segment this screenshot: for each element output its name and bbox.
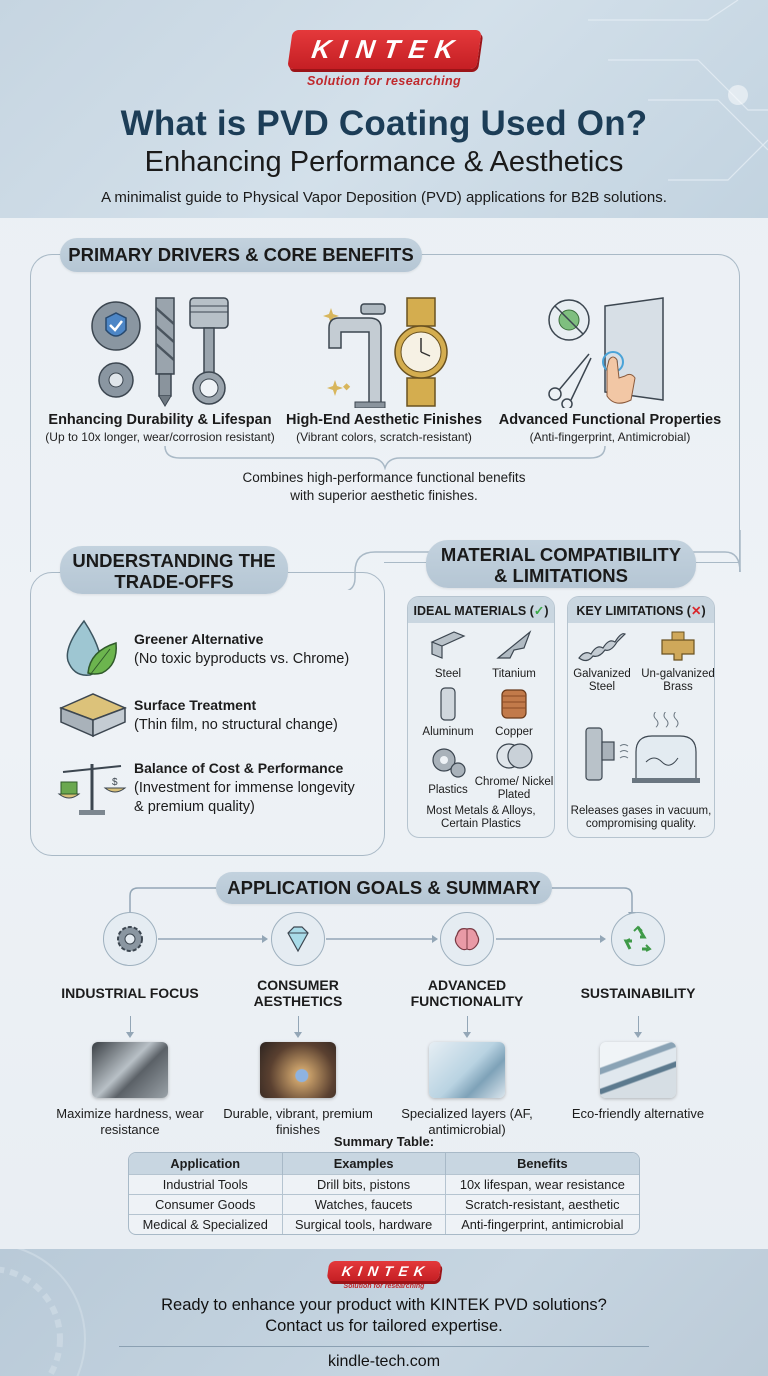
footer-kintek-logo[interactable] xyxy=(328,1261,440,1290)
logo-wordmark: KINTEK xyxy=(287,30,481,69)
table-row: Industrial Tools Drill bits, pistons 10x lifespan, wear resistance xyxy=(129,1175,639,1195)
header-banner xyxy=(0,0,768,218)
benefit-description: (Vibrant colors, scratch-resistant) xyxy=(296,430,472,444)
chrome-discs-icon xyxy=(494,740,534,772)
table-header: Examples xyxy=(282,1153,445,1175)
tradeoffs-heading: UNDERSTANDING THE TRADE-OFFS xyxy=(60,546,288,594)
jewelry-photo xyxy=(260,1042,336,1098)
circuit-lines-decoration xyxy=(468,0,768,218)
touch-panel-icon xyxy=(603,298,663,403)
cross-icon: ✕ xyxy=(690,604,702,618)
table-row: Medical & Specialized Surgical tools, hardware Anti-fingerprint, antimicrobial xyxy=(129,1215,639,1235)
table-row: Consumer Goods Watches, faucets Scratch-resistant, aesthetic xyxy=(129,1195,639,1215)
kintek-logo[interactable] xyxy=(290,30,479,88)
key-limitations-heading: KEY LIMITATIONS (✕) xyxy=(568,597,714,623)
goal-advanced: ADVANCED FUNCTIONALITY Specialized layers (AF, antimicrobial) xyxy=(387,912,547,1139)
website-link[interactable]: kindle-tech.com xyxy=(327,1352,441,1370)
ideal-materials-summary: Most Metals & Alloys, Certain Plastics xyxy=(426,805,536,831)
table-header: Benefits xyxy=(445,1153,639,1175)
page-tagline: A minimalist guide to Physical Vapor Deposition (PVD) applications for B2B solutions. xyxy=(101,189,667,206)
gear-icon xyxy=(114,923,146,955)
coating-layers-photo xyxy=(600,1042,676,1098)
layered-block-icon xyxy=(57,690,127,740)
ideal-materials-heading: IDEAL MATERIALS (✓) xyxy=(408,597,554,623)
limitation-galvanized-steel: Galvanized Steel xyxy=(564,628,640,695)
gear-shield-icon xyxy=(86,298,146,408)
corrugated-sheet-icon xyxy=(577,628,627,664)
bracket-connector xyxy=(160,444,610,470)
material-chrome-nickel: Chrome/ Nickel Plated xyxy=(474,740,554,803)
drill-bit-photo xyxy=(92,1042,168,1098)
balance-scale-icon xyxy=(57,758,127,818)
steel-beam-icon xyxy=(428,628,468,664)
page-subtitle: Enhancing Performance & Aesthetics xyxy=(144,146,624,178)
primary-section-heading: PRIMARY DRIVERS & CORE BENEFITS xyxy=(60,238,422,272)
limitation-ungalvanized-brass: Un-galvanized Brass xyxy=(640,628,716,695)
benefit-description: (Up to 10x longer, wear/corrosion resistant) xyxy=(45,430,275,444)
material-titanium: Titanium xyxy=(474,628,554,681)
diamond-icon xyxy=(282,923,314,955)
materials-heading: MATERIAL COMPATIBILITY & LIMITATIONS xyxy=(426,540,696,588)
tradeoff-cost: $ Balance of Cost & Performance (Investment for immense longevity & premium quality) xyxy=(52,758,355,818)
benefit-title: High-End Aesthetic Finishes xyxy=(285,412,483,428)
footer-divider xyxy=(119,1346,649,1347)
material-steel: Steel xyxy=(408,628,488,681)
piston-icon xyxy=(184,296,234,408)
outgassing-illustration xyxy=(580,712,704,788)
gold-watch-icon xyxy=(393,296,449,408)
tradeoff-surface xyxy=(52,690,338,740)
logo-wordmark: KINTEK xyxy=(327,1261,442,1281)
tradeoff-title: Surface Treatment xyxy=(134,696,257,713)
combined-benefit-note: Combines high-performance functional benefits with superior aesthetic finishes. xyxy=(242,470,526,504)
benefit-functional xyxy=(492,288,728,444)
surgical-tools-photo xyxy=(429,1042,505,1098)
tradeoff-description: (No toxic byproducts vs. Chrome) xyxy=(134,650,350,667)
svg-text:$: $ xyxy=(112,777,118,788)
limitations-summary: Releases gases in vacuum, compromising quality. xyxy=(570,805,712,831)
no-bacteria-icon xyxy=(549,300,589,340)
benefit-aesthetics xyxy=(276,288,492,444)
summary-table xyxy=(128,1152,640,1235)
goal-consumer: CONSUMER AESTHETICS Durable, vibrant, premium finishes xyxy=(218,912,378,1139)
can-icon xyxy=(428,686,468,722)
footer xyxy=(0,1249,768,1376)
functional-icons xyxy=(545,296,675,408)
recycle-icon xyxy=(622,923,654,955)
faucet-icon xyxy=(319,298,389,408)
tradeoff-title: Greener Alternative xyxy=(134,630,264,647)
goal-industrial: INDUSTRIAL FOCUS Maximize hardness, wear resistance xyxy=(50,912,210,1139)
tradeoff-description: (Thin film, no structural change) xyxy=(134,716,338,733)
material-aluminum: Aluminum xyxy=(408,686,488,739)
table-header: Application xyxy=(129,1153,282,1175)
material-plastics: Plastics xyxy=(408,744,488,797)
benefit-title: Enhancing Durability & Lifespan xyxy=(48,412,272,428)
brass-fitting-icon xyxy=(658,628,698,664)
page-title: What is PVD Coating Used On? xyxy=(120,104,648,143)
goals-heading: APPLICATION GOALS & SUMMARY xyxy=(216,872,552,904)
logo-tagline: Solution for researching xyxy=(343,1283,425,1290)
drop-leaf-icon xyxy=(62,617,122,681)
plastic-gears-icon xyxy=(428,744,468,780)
checkmark-icon: ✓ xyxy=(533,604,545,618)
jet-icon xyxy=(494,628,534,664)
benefit-description: (Anti-fingerprint, Antimicrobial) xyxy=(529,430,691,444)
circuit-arc-decoration xyxy=(0,1249,140,1376)
benefit-title: Advanced Functional Properties xyxy=(498,412,722,428)
tradeoff-greener xyxy=(52,617,349,681)
brain-icon xyxy=(451,923,483,955)
tradeoff-title: Balance of Cost & Performance xyxy=(134,760,344,777)
goal-sustainability: SUSTAINABILITY Eco-friendly alternative xyxy=(558,912,718,1122)
scissors-icon xyxy=(549,354,591,408)
call-to-action: Ready to enhance your product with KINTEK PVD solutions? Contact us for tailored expertise. xyxy=(161,1296,607,1336)
logo-tagline: Solution for researching xyxy=(306,74,462,88)
copper-coil-icon xyxy=(494,686,534,722)
summary-table-caption: Summary Table: xyxy=(333,1134,435,1149)
drill-bit-icon xyxy=(150,296,180,408)
tradeoff-description: (Investment for immense longevity xyxy=(134,780,355,797)
material-copper: Copper xyxy=(474,686,554,739)
benefit-durability xyxy=(40,288,280,444)
